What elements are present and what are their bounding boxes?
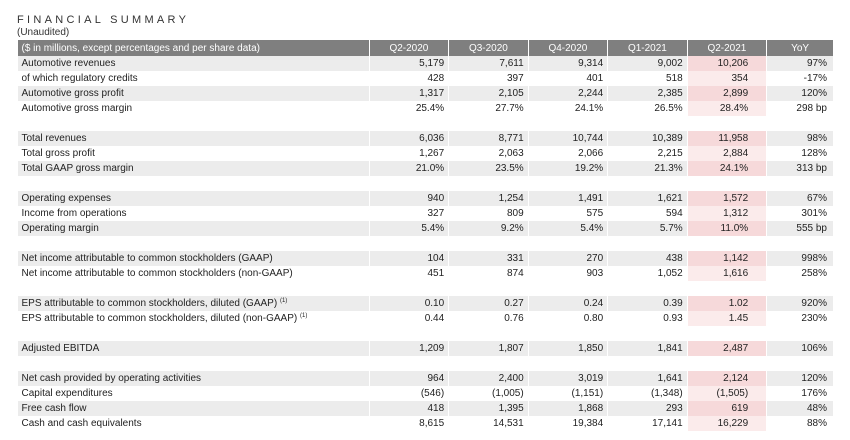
cell-value-yoy: 998% <box>767 251 833 266</box>
cell-value-highlight: (1,505) <box>687 386 767 401</box>
row-label: Automotive gross profit <box>18 86 370 101</box>
cell-value: 1,841 <box>608 341 688 356</box>
cell-value-highlight: 2,124 <box>687 371 767 386</box>
cell-value: 9,002 <box>608 56 688 71</box>
cell-value: 26.5% <box>608 101 688 116</box>
cell-value-yoy: 120% <box>767 371 833 386</box>
column-header-q4-2020: Q4-2020 <box>528 40 608 56</box>
cell-value: 17,141 <box>608 416 688 431</box>
row-label-cell <box>18 296 370 311</box>
cell-value-yoy: 920% <box>767 296 833 311</box>
cell-value: 401 <box>528 71 608 86</box>
cell-value-highlight: 11,958 <box>687 131 767 146</box>
cell-value: 2,385 <box>608 86 688 101</box>
cell-value: 0.10 <box>369 296 449 311</box>
page-subtitle: (Unaudited) <box>17 27 70 38</box>
cell-value: 1,621 <box>608 191 688 206</box>
cell-value-yoy: 230% <box>767 311 833 326</box>
cell-value-highlight: 10,206 <box>687 56 767 71</box>
spacer-row <box>18 281 834 296</box>
cell-value: 9,314 <box>528 56 608 71</box>
cell-value-highlight: 24.1% <box>687 161 767 176</box>
row-label: Net income attributable to common stockholders (GAAP) <box>18 251 370 266</box>
cell-value: 1,052 <box>608 266 688 281</box>
table-row <box>18 221 834 236</box>
cell-value-yoy: 67% <box>767 191 833 206</box>
cell-value: 5,179 <box>369 56 449 71</box>
cell-value: 5.7% <box>608 221 688 236</box>
cell-value: 293 <box>608 401 688 416</box>
footnote-marker: (1) <box>279 298 288 304</box>
footnote-marker: (1) <box>299 313 308 319</box>
cell-value: 0.80 <box>528 311 608 326</box>
table-row <box>18 86 834 101</box>
header-block <box>17 13 189 39</box>
cell-value: 21.3% <box>608 161 688 176</box>
cell-value: 0.24 <box>528 296 608 311</box>
cell-value-highlight: 28.4% <box>687 101 767 116</box>
cell-value: 418 <box>369 401 449 416</box>
column-header-q2-2020: Q2-2020 <box>369 40 449 56</box>
table-row <box>18 401 834 416</box>
row-label: Income from operations <box>18 206 370 221</box>
column-header-q3-2020: Q3-2020 <box>449 40 529 56</box>
cell-value: 2,400 <box>449 371 529 386</box>
cell-value: 1,395 <box>449 401 529 416</box>
cell-value: 6,036 <box>369 131 449 146</box>
row-label: Net cash provided by operating activities <box>18 371 370 386</box>
cell-value: 14,531 <box>449 416 529 431</box>
cell-value: 903 <box>528 266 608 281</box>
cell-value-highlight: 2,487 <box>687 341 767 356</box>
cell-value: 1,209 <box>369 341 449 356</box>
column-header-units: ($ in millions, except percentages and per share data) <box>18 40 370 56</box>
row-label: Automotive revenues <box>18 56 370 71</box>
cell-value: 5.4% <box>528 221 608 236</box>
cell-value-yoy: 97% <box>767 56 833 71</box>
table-row <box>18 71 834 86</box>
cell-value-highlight: 2,884 <box>687 146 767 161</box>
spacer-row <box>18 176 834 191</box>
cell-value: 9.2% <box>449 221 529 236</box>
cell-value: 8,615 <box>369 416 449 431</box>
cell-value: 1,254 <box>449 191 529 206</box>
cell-value: 2,244 <box>528 86 608 101</box>
cell-value: 19,384 <box>528 416 608 431</box>
spacer-row <box>18 116 834 131</box>
cell-value-highlight: 2,899 <box>687 86 767 101</box>
row-label: Net income attributable to common stockholders (non-GAAP) <box>18 266 370 281</box>
cell-value-highlight: 1,142 <box>687 251 767 266</box>
cell-value: 104 <box>369 251 449 266</box>
column-header-q1-2021: Q1-2021 <box>608 40 688 56</box>
cell-value: 27.7% <box>449 101 529 116</box>
table-header-row <box>18 40 834 56</box>
cell-value: 21.0% <box>369 161 449 176</box>
cell-value: 25.4% <box>369 101 449 116</box>
cell-value-yoy: 298 bp <box>767 101 833 116</box>
row-label: EPS attributable to common stockholders, diluted (non-GAAP) <box>21 313 298 324</box>
row-label: Operating margin <box>18 221 370 236</box>
cell-value-yoy: 128% <box>767 146 833 161</box>
cell-value: (1,348) <box>608 386 688 401</box>
cell-value: 1,850 <box>528 341 608 356</box>
cell-value: 0.44 <box>369 311 449 326</box>
cell-value: 0.39 <box>608 296 688 311</box>
row-label: EPS attributable to common stockholders, diluted (GAAP) <box>21 298 278 309</box>
cell-value: 438 <box>608 251 688 266</box>
cell-value-yoy: 176% <box>767 386 833 401</box>
table-row <box>18 386 834 401</box>
cell-value: 24.1% <box>528 101 608 116</box>
cell-value-yoy: 106% <box>767 341 833 356</box>
table-row <box>18 161 834 176</box>
cell-value: 1,267 <box>369 146 449 161</box>
table-row <box>18 311 834 326</box>
row-label: Total gross profit <box>18 146 370 161</box>
column-header-q2-2021: Q2-2021 <box>687 40 767 56</box>
row-label: Free cash flow <box>18 401 370 416</box>
spacer-row <box>18 356 834 371</box>
cell-value: 0.27 <box>449 296 529 311</box>
row-label: of which regulatory credits <box>18 71 370 86</box>
table-row <box>18 206 834 221</box>
row-label: Total revenues <box>18 131 370 146</box>
cell-value: 1,641 <box>608 371 688 386</box>
row-label: Operating expenses <box>18 191 370 206</box>
cell-value: 428 <box>369 71 449 86</box>
cell-value: 3,019 <box>528 371 608 386</box>
table-row <box>18 146 834 161</box>
page-title: FINANCIAL SUMMARY <box>17 14 190 26</box>
cell-value: 940 <box>369 191 449 206</box>
cell-value: 2,066 <box>528 146 608 161</box>
table-row <box>18 191 834 206</box>
cell-value-highlight: 619 <box>687 401 767 416</box>
cell-value: 2,063 <box>449 146 529 161</box>
column-header-yoy: YoY <box>767 40 833 56</box>
cell-value-highlight: 1.45 <box>687 311 767 326</box>
table-row <box>18 266 834 281</box>
cell-value: 575 <box>528 206 608 221</box>
cell-value: 1,868 <box>528 401 608 416</box>
cell-value: 397 <box>449 71 529 86</box>
cell-value-yoy: 555 bp <box>767 221 833 236</box>
cell-value: 451 <box>369 266 449 281</box>
table-row <box>18 101 834 116</box>
cell-value: 1,807 <box>449 341 529 356</box>
row-label: Adjusted EBITDA <box>18 341 370 356</box>
cell-value: 1,317 <box>369 86 449 101</box>
cell-value-highlight: 16,229 <box>687 416 767 431</box>
cell-value-highlight: 1,312 <box>687 206 767 221</box>
cell-value: 809 <box>449 206 529 221</box>
row-label: Automotive gross margin <box>18 101 370 116</box>
cell-value: 23.5% <box>449 161 529 176</box>
cell-value: 7,611 <box>449 56 529 71</box>
cell-value: 594 <box>608 206 688 221</box>
cell-value-yoy: 48% <box>767 401 833 416</box>
cell-value-yoy: 258% <box>767 266 833 281</box>
cell-value-highlight: 1.02 <box>687 296 767 311</box>
cell-value-highlight: 1,572 <box>687 191 767 206</box>
table-row <box>18 416 834 431</box>
cell-value-highlight: 354 <box>687 71 767 86</box>
cell-value: 8,771 <box>449 131 529 146</box>
cell-value: 874 <box>449 266 529 281</box>
cell-value: 1,491 <box>528 191 608 206</box>
cell-value-yoy: 301% <box>767 206 833 221</box>
cell-value: 327 <box>369 206 449 221</box>
cell-value: (546) <box>369 386 449 401</box>
cell-value-yoy: 313 bp <box>767 161 833 176</box>
table-row <box>18 56 834 71</box>
cell-value: 518 <box>608 71 688 86</box>
table-row <box>18 131 834 146</box>
cell-value-highlight: 1,616 <box>687 266 767 281</box>
cell-value: 2,215 <box>608 146 688 161</box>
table-row <box>18 251 834 266</box>
spacer-row <box>18 326 834 341</box>
cell-value: 270 <box>528 251 608 266</box>
cell-value: 10,389 <box>608 131 688 146</box>
cell-value: (1,151) <box>528 386 608 401</box>
cell-value: 0.93 <box>608 311 688 326</box>
spacer-row <box>18 236 834 251</box>
cell-value-yoy: -17% <box>767 71 833 86</box>
cell-value-yoy: 98% <box>767 131 833 146</box>
table-row <box>18 371 834 386</box>
cell-value: (1,005) <box>449 386 529 401</box>
cell-value: 10,744 <box>528 131 608 146</box>
table-row <box>18 296 834 311</box>
row-label: Total GAAP gross margin <box>18 161 370 176</box>
cell-value-yoy: 88% <box>767 416 833 431</box>
row-label: Cash and cash equivalents <box>18 416 370 431</box>
cell-value-highlight: 11.0% <box>687 221 767 236</box>
financial-summary-table <box>17 40 833 431</box>
cell-value: 5.4% <box>369 221 449 236</box>
cell-value: 331 <box>449 251 529 266</box>
cell-value: 0.76 <box>449 311 529 326</box>
cell-value: 19.2% <box>528 161 608 176</box>
row-label-cell <box>18 311 370 326</box>
cell-value-yoy: 120% <box>767 86 833 101</box>
row-label: Capital expenditures <box>18 386 370 401</box>
cell-value: 2,105 <box>449 86 529 101</box>
table-row <box>18 341 834 356</box>
cell-value: 964 <box>369 371 449 386</box>
